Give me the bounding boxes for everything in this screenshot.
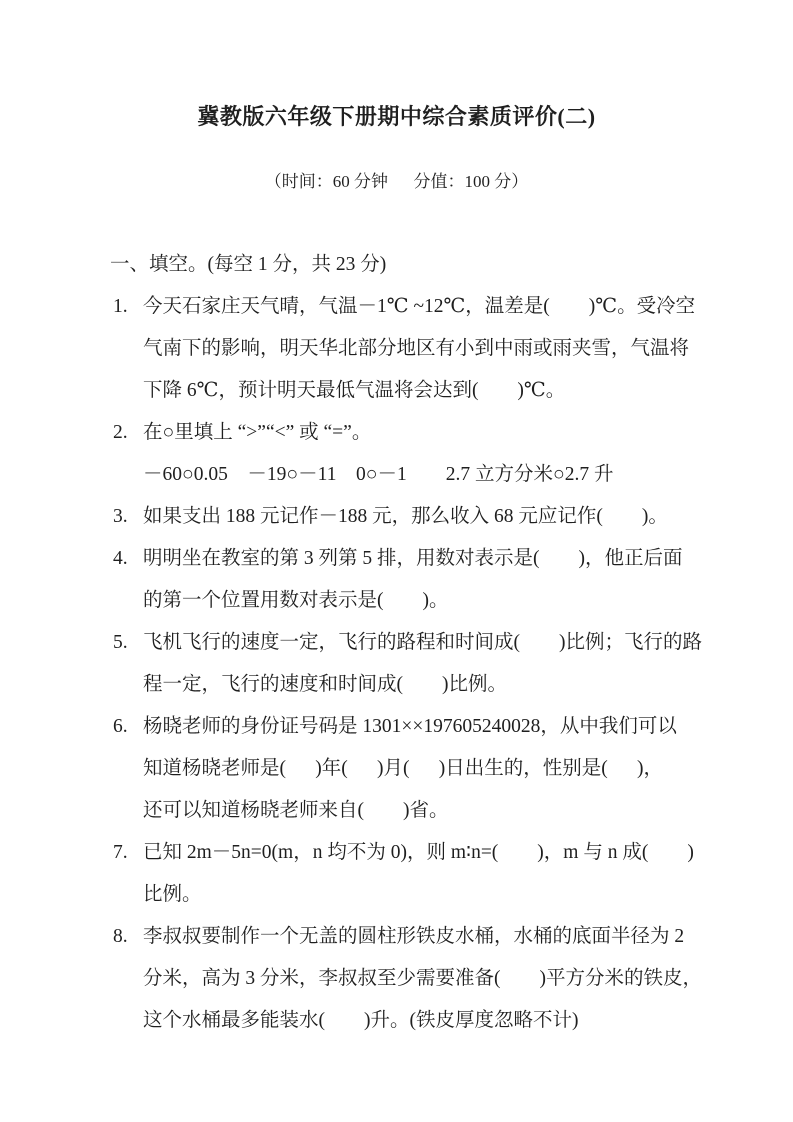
question-line: 还可以知道杨晓老师来自( )省。 (143, 800, 449, 821)
question-line: 李叔叔要制作一个无盖的圆柱形铁皮水桶，水桶的底面半径为 2 (143, 926, 685, 947)
question-line: 比例。 (143, 884, 202, 905)
question-3 (110, 496, 770, 538)
question-1 (110, 286, 770, 412)
question-line: 程一定，飞行的速度和时间成( )比例。 (143, 674, 507, 695)
question-line: 这个水桶最多能装水( )升。(铁皮厚度忽略不计) (143, 1010, 579, 1031)
question-line: 知道杨晓老师是( )年( )月( )日出生的，性别是( )， (143, 758, 663, 779)
question-line: 已知 2m－5n=0(m，n 均不为 0)，则 m∶n=( )，m 与 n 成( ) (143, 842, 694, 863)
question-6 (110, 706, 770, 832)
question-line: 明明坐在教室的第 3 列第 5 排，用数对表示是( )，他正后面 (143, 548, 683, 569)
question-number: 8. (113, 926, 128, 947)
question-number: 3. (113, 506, 128, 527)
question-line: 在○里填上 “>”“<” 或 “=”。 (143, 422, 372, 443)
exam-body (110, 244, 770, 1042)
question-number: 6. (113, 716, 128, 737)
question-number: 7. (113, 842, 128, 863)
question-7 (110, 832, 770, 916)
question-number: 1. (113, 296, 128, 317)
question-line: 今天石家庄天气晴，气温－1℃ ~12℃，温差是( )℃。受冷空 (143, 296, 696, 317)
question-number: 5. (113, 632, 128, 653)
question-5 (110, 622, 770, 706)
section-one-header: 一、填空。(每空 1 分，共 23 分) (110, 254, 387, 275)
question-line: 的第一个位置用数对表示是( )。 (143, 590, 449, 611)
page-title: 冀教版六年级下册期中综合素质评价(二) (197, 104, 596, 129)
question-line: 下降 6℃，预计明天最低气温将会达到( )℃。 (143, 380, 566, 401)
question-4 (110, 538, 770, 622)
exam-time-score-info: （时间：60 分钟 分值：100 分） (264, 172, 529, 191)
question-8 (110, 916, 770, 1042)
question-line: 如果支出 188 元记作－188 元，那么收入 68 元应记作( )。 (143, 506, 668, 527)
question-line: 杨晓老师的身份证号码是 1301××197605240028，从中我们可以 (143, 716, 677, 737)
question-line: 分米，高为 3 分米，李叔叔至少需要准备( )平方分米的铁皮， (143, 968, 702, 989)
question-number: 4. (113, 548, 128, 569)
question-line: 飞机飞行的速度一定，飞行的路程和时间成( )比例；飞行的路 (143, 632, 702, 653)
question-line: －60○0.05 －19○－11 0○－1 2.7 立方分米○2.7 升 (143, 464, 614, 485)
question-number: 2. (113, 422, 128, 443)
question-2 (110, 412, 770, 496)
question-line: 气南下的影响，明天华北部分地区有小到中雨或雨夹雪，气温将 (143, 338, 690, 359)
